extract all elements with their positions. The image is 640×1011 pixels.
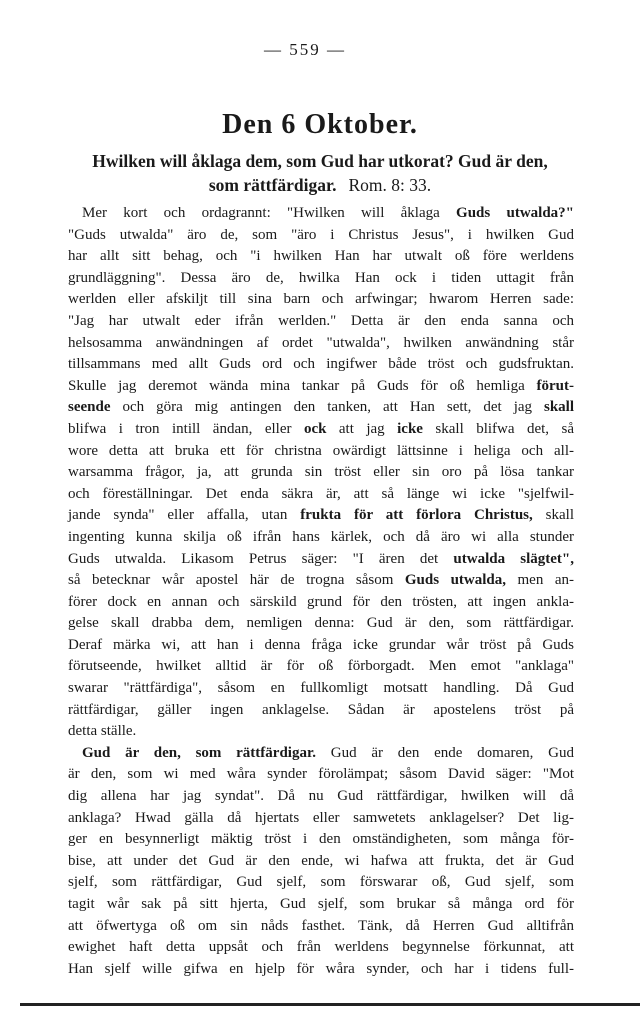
text-segment: Mer kort och ordagrannt: "Hwilken will åklaga bbox=[82, 205, 457, 221]
text-segment: skall bbox=[532, 507, 574, 524]
text-segment: Gud är den ende domaren, Gud bbox=[316, 744, 574, 761]
text-line bbox=[68, 872, 574, 894]
text-segment: "Jag har utwalt eder ifrån werlden." Detta är den enda sanna och bbox=[68, 312, 574, 329]
text-line bbox=[68, 441, 574, 463]
subtitle-text: som rättfärdigar. bbox=[208, 175, 337, 195]
text-line bbox=[68, 851, 574, 873]
text-line bbox=[68, 656, 574, 678]
text-line bbox=[68, 592, 574, 614]
text-segment: sjelf, som rättfärdigar, Gud sjelf, som förswarar oß, Gud sjelf, som bbox=[68, 874, 574, 891]
emphasized-text: Guds utwalda, bbox=[404, 572, 507, 589]
text-segment: tagit wår sak på sitt hjerta, Gud sjelf, som brukar så många ord för bbox=[68, 896, 574, 912]
text-segment: jande synda" eller affalla, utan bbox=[68, 507, 301, 524]
text-segment: warsamma frågor, ja, att grunda sin tröst eller sin oro på lösa tankar bbox=[68, 464, 574, 481]
text-line bbox=[68, 354, 574, 376]
text-segment: ingenting kunna skilja oß ifrån hans kärlek, och då äro wi alla stunder bbox=[68, 528, 574, 545]
text-segment: anklaga? Hwad gälla då hjertats eller samwetets anklagelser? Det lig- bbox=[68, 809, 574, 826]
text-line bbox=[68, 527, 574, 549]
text-segment: att öfwertyga oß om sin nåds fasthet. Tänk, då Herren Gud alltifrån bbox=[68, 917, 574, 934]
text-segment: har allt sitt behag, och "i hwilken Han har utwalt oß före werldens bbox=[68, 248, 574, 265]
text-segment: så betecknar wår apostel här de trogna såsom bbox=[68, 572, 405, 589]
text-segment: är den, som wi med wåra synder förolämpat; såsom David säger: "Mot bbox=[68, 766, 574, 783]
text-segment: werlden eller afskiljt till sina barn och arfwingar; hwarom Herren sade: bbox=[68, 291, 574, 308]
text-line bbox=[68, 959, 574, 981]
text-line bbox=[68, 937, 574, 959]
text-line bbox=[68, 333, 574, 355]
text-line bbox=[68, 721, 574, 743]
text-segment: helsosamma anwändningen af ordet "utwalda", hwilken anwändning står bbox=[68, 334, 574, 351]
text-segment: att jag bbox=[326, 420, 398, 437]
text-line bbox=[68, 289, 574, 311]
scripture-reference: Rom. 8: 33. bbox=[348, 175, 432, 195]
text-line bbox=[68, 570, 574, 592]
text-line bbox=[68, 419, 574, 441]
text-segment: blifwa i tron intill ändan, eller bbox=[68, 420, 304, 437]
text-segment: swarar "rättfärdiga", såsom en fullkomligt motsatt handling. Då Gud bbox=[68, 680, 574, 697]
emphasized-text: utwalda slägtet", bbox=[453, 550, 574, 567]
text-line bbox=[68, 549, 574, 571]
text-line bbox=[68, 894, 574, 916]
text-segment: Guds utwalda. Likasom Petrus säger: "I ären det bbox=[68, 550, 454, 567]
text-line bbox=[68, 635, 574, 657]
text-line bbox=[68, 743, 574, 765]
emphasized-text: seende bbox=[68, 399, 111, 416]
text-segment: Deraf märka wi, att han i denna fråga icke grundar wår tröst på Guds bbox=[68, 636, 574, 653]
text-segment: ewighet haft detta uppsåt och från werldens begynnelse förkunnat, att bbox=[68, 939, 574, 956]
text-line bbox=[68, 203, 574, 225]
text-segment: dig allena har jag syndat". Då nu Gud rättfärdigar, hwilken will då bbox=[68, 788, 574, 805]
emphasized-text: skall bbox=[543, 399, 574, 416]
text-segment: men an- bbox=[506, 572, 574, 589]
emphasized-text: ock bbox=[303, 420, 327, 437]
emphasized-text: frukta för att förlora Christus, bbox=[300, 507, 533, 524]
text-line bbox=[68, 678, 574, 700]
text-segment: detta ställe. bbox=[68, 723, 137, 740]
text-line bbox=[68, 246, 574, 268]
text-line bbox=[68, 225, 574, 247]
text-segment: tillsammans med allt Guds ord och ingifwer både tröst och gudsfruktan. bbox=[68, 356, 574, 373]
text-line bbox=[68, 916, 574, 938]
text-segment: wore detta att bruka ett för christna owärdigt lättsinne i heliga och all- bbox=[68, 442, 574, 459]
text-segment: skall blifwa det, så bbox=[422, 420, 574, 437]
page-title: Den 6 Oktober. bbox=[222, 109, 418, 140]
text-segment: rättfärdigar, gäller ingen anklagelse. Sådan är apostelens tröst på bbox=[68, 701, 574, 718]
text-line bbox=[68, 700, 574, 722]
text-segment: förutseende, hwilket alltid är för oß förborgadt. Men emot "anklaga" bbox=[68, 658, 574, 675]
body-text bbox=[68, 203, 574, 980]
text-line bbox=[68, 376, 574, 398]
text-line bbox=[68, 397, 574, 419]
bottom-edge-rule bbox=[20, 1003, 640, 1006]
text-line bbox=[68, 764, 574, 786]
text-segment: grundläggning". Dessa äro de, hwilka Han ock i tiden uttagit från bbox=[68, 269, 574, 286]
text-segment: ger en besynnerligt mäktig tröst i den omständigheten, som många för- bbox=[68, 831, 574, 848]
text-segment: Skulle jag deremot wända mina tankar på Guds för oß hemliga bbox=[68, 377, 537, 394]
text-line bbox=[68, 311, 574, 333]
text-line bbox=[68, 484, 574, 506]
page-number: — 559 — bbox=[264, 40, 346, 59]
text-line bbox=[68, 462, 574, 484]
text-line bbox=[68, 786, 574, 808]
subtitle-line-1: Hwilken will åklaga dem, som Gud har utkorat? Gud är den, bbox=[92, 151, 548, 171]
text-segment: och föreställningar. Det enda säkra är, att så länge wi icke "sjelfwil- bbox=[68, 485, 574, 502]
emphasized-text: Gud är den, som rättfärdigar. bbox=[82, 744, 316, 761]
text-line bbox=[68, 829, 574, 851]
text-segment: bise, att under det Gud är den ende, wi hafwa att frukta, det är Gud bbox=[68, 852, 574, 869]
text-segment: "Guds utwalda" äro de, som "äro i Christus Jesus", i hwilken Gud bbox=[68, 226, 574, 243]
text-line bbox=[68, 613, 574, 635]
text-segment: förer dock en annan och särskild grund för den trösten, att ingen ankla- bbox=[68, 593, 574, 610]
emphasized-text: icke bbox=[397, 420, 423, 437]
text-segment: Han sjelf wille gifwa en hjelp för wåra synder, och har i tidens full- bbox=[68, 960, 574, 977]
text-line bbox=[68, 808, 574, 830]
text-line bbox=[68, 268, 574, 290]
emphasized-text: förut- bbox=[536, 377, 574, 394]
text-segment: gelse skall drabba dem, nemligen denna: Gud är den, som rättfärdigar. bbox=[68, 615, 574, 632]
text-segment: och göra mig antingen den tanken, att Han sett, det jag bbox=[110, 399, 544, 416]
subtitle-line-2 bbox=[50, 174, 590, 196]
emphasized-text: Guds utwalda?" bbox=[456, 205, 574, 221]
text-line bbox=[68, 505, 574, 527]
